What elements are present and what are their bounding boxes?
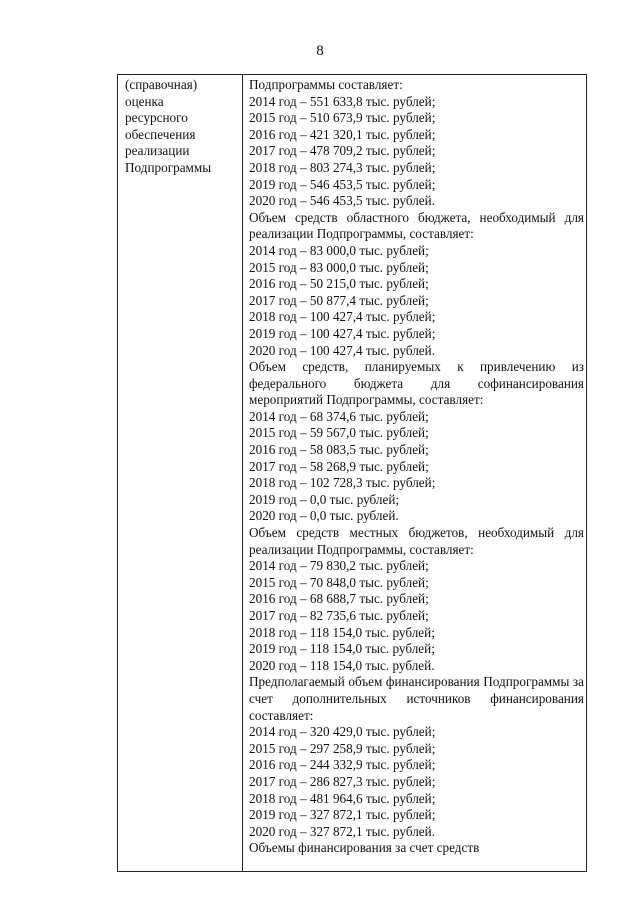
local-line: 2019 год – 118 154,0 тыс. рублей;	[249, 641, 435, 657]
additional-line: 2016 год – 244 332,9 тыс. рублей;	[249, 757, 436, 773]
regional-line: 2016 год – 50 215,0 тыс. рублей;	[249, 276, 429, 292]
additional-line: 2015 год – 297 258,9 тыс. рублей;	[249, 740, 436, 756]
local-line: 2014 год – 79 830,2 тыс. рублей;	[249, 558, 429, 574]
column-divider	[242, 75, 243, 871]
additional-heading: Предполагаемый объем финансирования Подпрограммы за счет дополнительных источников финансирования составляет:	[249, 674, 584, 723]
left-cell-line: оценка	[125, 93, 164, 109]
local-line: 2017 год – 82 735,6 тыс. рублей;	[249, 608, 429, 623]
left-cell-line: реализации	[125, 143, 190, 159]
local-line: 2020 год – 118 154,0 тыс. рублей.	[249, 657, 435, 673]
federal-line: 2020 год – 0,0 тыс. рублей.	[249, 508, 399, 524]
federal-line: 2018 год – 102 728,3 тыс. рублей;	[249, 475, 436, 491]
additional-line: 2019 год – 327 872,1 тыс. рублей;	[249, 807, 436, 823]
page-number: 8	[316, 43, 324, 59]
total-line: 2017 год – 478 709,2 тыс. рублей;	[249, 143, 436, 159]
left-cell-line: (справочная)	[125, 77, 198, 92]
regional-line: 2015 год – 83 000,0 тыс. рублей;	[249, 259, 429, 275]
regional-line: 2014 год – 83 000,0 тыс. рублей;	[249, 242, 429, 258]
federal-line: 2014 год – 68 374,6 тыс. рублей;	[249, 408, 429, 424]
federal-line: 2019 год – 0,0 тыс. рублей;	[249, 491, 400, 507]
left-cell-line: Подпрограммы	[125, 159, 212, 175]
local-line: 2018 год – 118 154,0 тыс. рублей;	[249, 624, 435, 640]
regional-line: 2017 год – 50 877,4 тыс. рублей;	[249, 292, 429, 308]
closing-line: Объемы финансирования за счет средств	[249, 840, 480, 856]
right-cell	[249, 77, 584, 857]
federal-line: 2015 год – 59 567,0 тыс. рублей;	[249, 425, 429, 441]
total-line: 2018 год – 803 274,3 тыс. рублей;	[249, 159, 436, 175]
regional-line: 2018 год – 100 427,4 тыс. рублей;	[249, 309, 436, 325]
federal-line: 2016 год – 58 083,5 тыс. рублей;	[249, 442, 429, 458]
federal-line: 2017 год – 58 268,9 тыс. рублей;	[249, 458, 429, 474]
total-line: 2014 год – 551 633,8 тыс. рублей;	[249, 93, 436, 109]
regional-line: 2020 год – 100 427,4 тыс. рублей.	[249, 342, 435, 358]
local-line: 2016 год – 68 688,7 тыс. рублей;	[249, 591, 429, 607]
left-cell-line: обеспечения	[125, 126, 196, 142]
total-line: 2015 год – 510 673,9 тыс. рублей;	[249, 110, 436, 126]
regional-heading: Объем средств областного бюджета, необходимый для реализации Подпрограммы, составляет:	[249, 209, 584, 242]
additional-line: 2018 год – 481 964,6 тыс. рублей;	[249, 790, 436, 806]
additional-line: 2014 год – 320 429,0 тыс. рублей;	[249, 724, 436, 740]
intro-line: Подпрограммы составляет:	[249, 77, 403, 92]
resource-table	[117, 74, 587, 872]
total-line: 2016 год – 421 320,1 тыс. рублей;	[249, 126, 436, 142]
local-heading: Объем средств местных бюджетов, необходимый для реализации Подпрограммы, составляет:	[249, 525, 584, 557]
total-line: 2020 год – 546 453,5 тыс. рублей.	[249, 193, 435, 209]
federal-heading: Объем средств, планируемых к привлечению из федерального бюджета для софинансирования мероприятий Подпрограммы, составляет:	[249, 359, 584, 408]
regional-line: 2019 год – 100 427,4 тыс. рублей;	[249, 325, 436, 341]
left-cell	[125, 77, 239, 177]
additional-line: 2017 год – 286 827,3 тыс. рублей;	[249, 773, 436, 789]
local-line: 2015 год – 70 848,0 тыс. рублей;	[249, 574, 429, 590]
additional-line: 2020 год – 327 872,1 тыс. рублей.	[249, 823, 435, 839]
total-line: 2019 год – 546 453,5 тыс. рублей;	[249, 176, 436, 192]
left-cell-line: ресурсного	[125, 110, 188, 126]
